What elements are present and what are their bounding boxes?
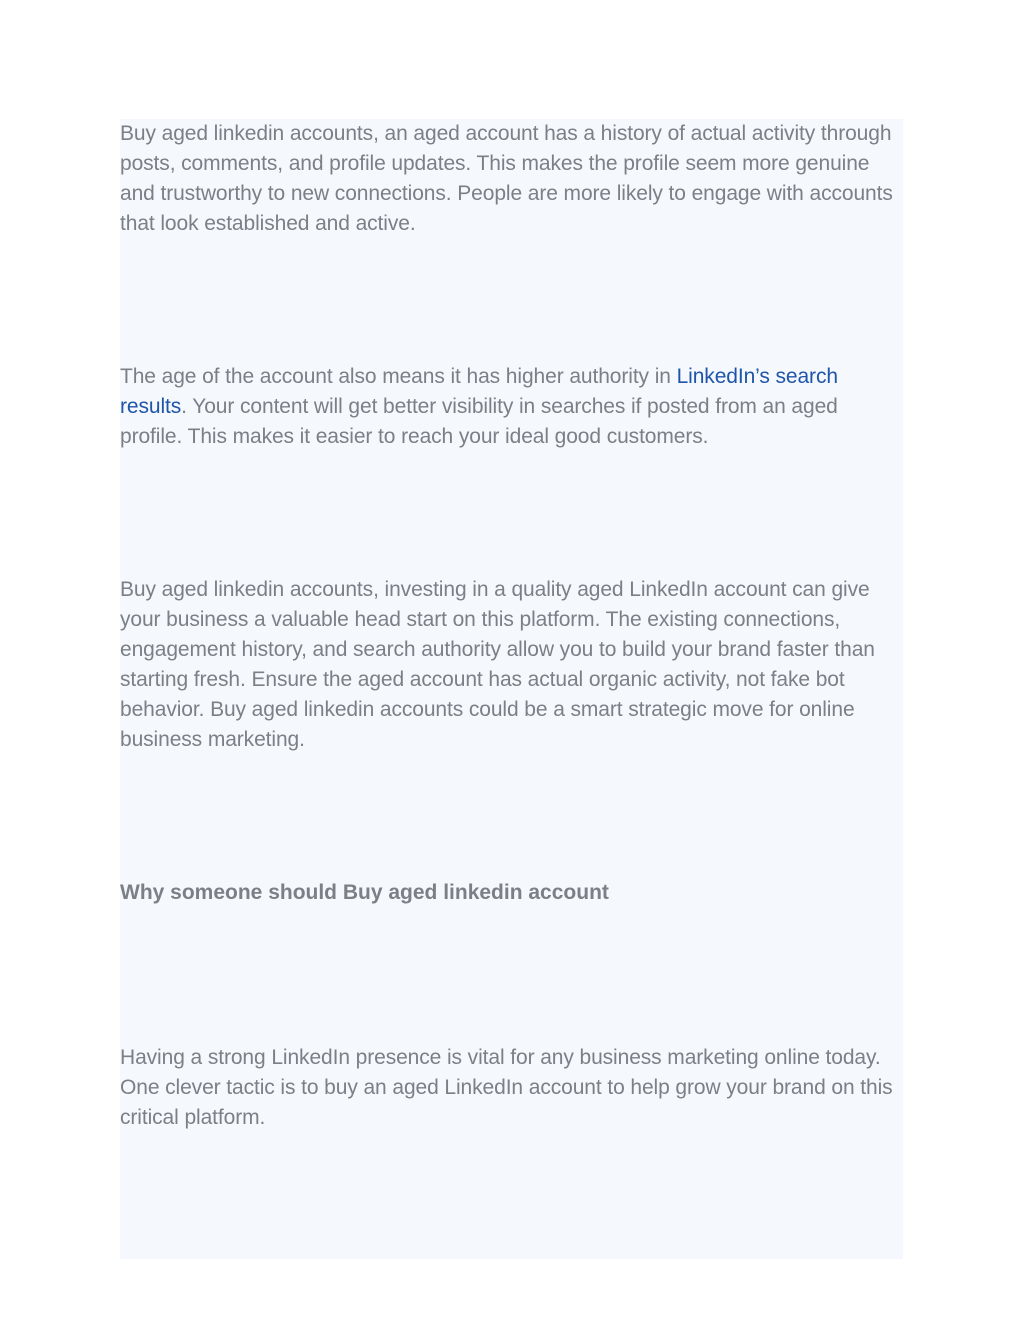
paragraph-search-authority: [120, 362, 903, 452]
paragraph-text-before-link: The age of the account also means it has higher authority in: [120, 365, 677, 388]
linkedin-search-results-link[interactable]: LinkedIn’s search results: [120, 365, 838, 418]
paragraph-aged-account-history: Buy aged linkedin accounts, an aged account has a history of actual activity through posts, comments, and profile updates. This makes the profile seem more genuine and trustworthy to new connections. People are more likely to engage with accounts that look established and active.: [120, 122, 893, 235]
content-block: [120, 119, 903, 1259]
paragraph-strong-linkedin-presence: Having a strong LinkedIn presence is vital for any business marketing online today. One clever tactic is to buy an aged LinkedIn account to help grow your brand on this critical platform.: [120, 1046, 893, 1129]
paragraph-quality-aged-account: Buy aged linkedin accounts, investing in a quality aged LinkedIn account can give your business a valuable head start on this platform. The existing connections, engagement history, and search authority allow you to build your brand faster than starting fresh. Ensure the aged account has actual organic activity, not fake bot behavior. Buy aged linkedin accounts could be a smart strategic move for online business marketing.: [120, 578, 875, 751]
section-heading: Why someone should Buy aged linkedin account: [120, 881, 609, 904]
paragraph-text-after-link: . Your content will get better visibility in searches if posted from an aged profile. This makes it easier to reach your ideal good customers.: [120, 395, 838, 448]
